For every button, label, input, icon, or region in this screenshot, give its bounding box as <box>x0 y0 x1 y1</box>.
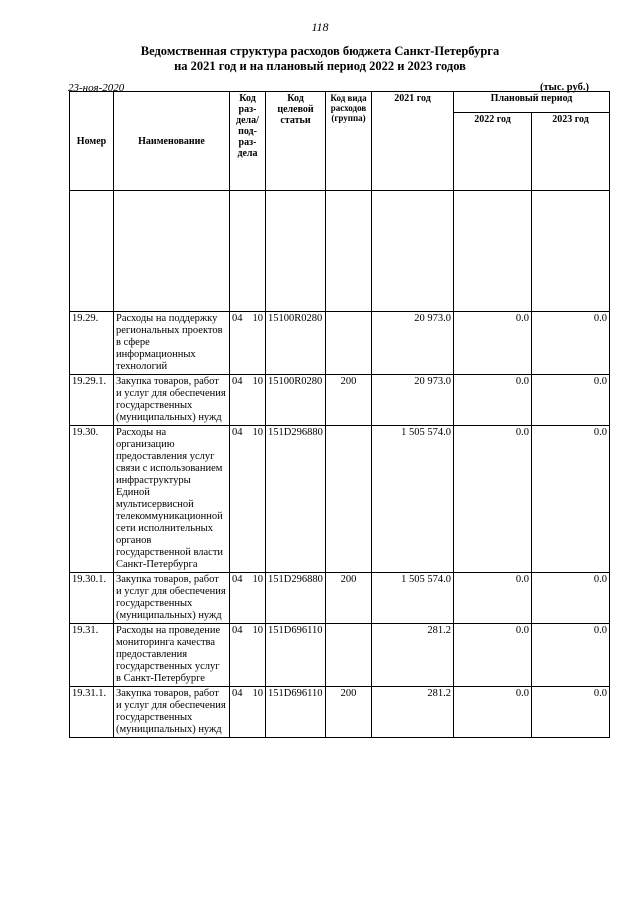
table-row <box>70 573 610 624</box>
row-2021-amount: 281.2 <box>372 624 454 687</box>
header-2022: 2022 год <box>454 113 532 191</box>
row-number: 19.31.1. <box>70 687 114 738</box>
row-section-code <box>230 624 266 687</box>
subsection-code: 10 <box>252 625 263 636</box>
row-name: Расходы на организацию предоставления услуг связи с использованием инфраструктуры Единой мультисервисной телекоммуникационной сети исполнительных органов государственной власти Санкт-Петербурга <box>114 426 230 573</box>
document-title <box>0 44 640 74</box>
table-row <box>70 312 610 375</box>
row-2021-amount: 20 973.0 <box>372 375 454 426</box>
row-name: Расходы на проведение мониторинга качества предоставления государственных услуг в Санкт-Петербурге <box>114 624 230 687</box>
row-expense-type <box>326 624 372 687</box>
row-expense-type <box>326 426 372 573</box>
row-2022-amount: 0.0 <box>454 375 532 426</box>
header-spacer-row <box>70 191 610 312</box>
header-section: Код раз- дела/ под- раз- дела <box>230 92 266 191</box>
document-date: 23-ноя-2020 <box>68 82 125 94</box>
header-name: Наименование <box>114 92 230 191</box>
row-2022-amount: 0.0 <box>454 687 532 738</box>
row-section-code <box>230 426 266 573</box>
section-code: 04 <box>232 427 243 438</box>
header-2023: 2023 год <box>532 113 610 191</box>
subsection-code: 10 <box>252 688 263 699</box>
table-row <box>70 426 610 573</box>
row-2022-amount: 0.0 <box>454 426 532 573</box>
row-section-code <box>230 573 266 624</box>
row-number: 19.29.1. <box>70 375 114 426</box>
row-name: Закупка товаров, работ и услуг для обеспечения государственных (муниципальных) нужд <box>114 375 230 426</box>
header-2021: 2021 год <box>372 92 454 191</box>
row-2021-amount: 20 973.0 <box>372 312 454 375</box>
header-number: Номер <box>70 92 114 191</box>
row-2023-amount: 0.0 <box>532 573 610 624</box>
subsection-code: 10 <box>252 574 263 585</box>
row-number: 19.30. <box>70 426 114 573</box>
header-type: Код вида расходов (группа) <box>326 92 372 191</box>
budget-table <box>69 91 610 738</box>
subsection-code: 10 <box>252 427 263 438</box>
title-line-1: Ведомственная структура расходов бюджета Санкт-Петербурга <box>140 44 500 58</box>
row-number: 19.31. <box>70 624 114 687</box>
row-target-code: 151D696110 <box>266 624 326 687</box>
header-target: Код целевой статьи <box>266 92 326 191</box>
row-2023-amount: 0.0 <box>532 426 610 573</box>
section-code: 04 <box>232 574 243 585</box>
units-label: (тыс. руб.) <box>540 82 589 93</box>
row-target-code: 15100R0280 <box>266 375 326 426</box>
row-2023-amount: 0.0 <box>532 624 610 687</box>
row-target-code: 151D296880 <box>266 426 326 573</box>
page-number: 118 <box>311 20 329 34</box>
row-section-code <box>230 687 266 738</box>
row-expense-type: 200 <box>326 573 372 624</box>
row-2023-amount: 0.0 <box>532 312 610 375</box>
row-target-code: 15100R0280 <box>266 312 326 375</box>
section-code: 04 <box>232 376 243 387</box>
subsection-code: 10 <box>252 313 263 324</box>
row-expense-type: 200 <box>326 375 372 426</box>
header-plan-period: Плановый период <box>454 92 610 113</box>
row-name: Закупка товаров, работ и услуг для обеспечения государственных (муниципальных) нужд <box>114 573 230 624</box>
row-2022-amount: 0.0 <box>454 573 532 624</box>
subsection-code: 10 <box>252 376 263 387</box>
section-code: 04 <box>232 688 243 699</box>
row-2023-amount: 0.0 <box>532 687 610 738</box>
row-name: Закупка товаров, работ и услуг для обеспечения государственных (муниципальных) нужд <box>114 687 230 738</box>
row-2021-amount: 1 505 574.0 <box>372 426 454 573</box>
row-2022-amount: 0.0 <box>454 624 532 687</box>
row-2022-amount: 0.0 <box>454 312 532 375</box>
row-section-code <box>230 375 266 426</box>
row-number: 19.30.1. <box>70 573 114 624</box>
row-target-code: 151D696110 <box>266 687 326 738</box>
row-target-code: 151D296880 <box>266 573 326 624</box>
section-code: 04 <box>232 625 243 636</box>
table-row <box>70 624 610 687</box>
row-expense-type <box>326 312 372 375</box>
title-line-2: на 2021 год и на плановый период 2022 и 2023 годов <box>174 59 466 73</box>
table-row <box>70 687 610 738</box>
header-row <box>70 92 610 113</box>
row-2021-amount: 1 505 574.0 <box>372 573 454 624</box>
row-expense-type: 200 <box>326 687 372 738</box>
row-2023-amount: 0.0 <box>532 375 610 426</box>
section-code: 04 <box>232 313 243 324</box>
row-number: 19.29. <box>70 312 114 375</box>
row-section-code <box>230 312 266 375</box>
row-name: Расходы на поддержку региональных проектов в сфере информационных технологий <box>114 312 230 375</box>
table-row <box>70 375 610 426</box>
row-2021-amount: 281.2 <box>372 687 454 738</box>
